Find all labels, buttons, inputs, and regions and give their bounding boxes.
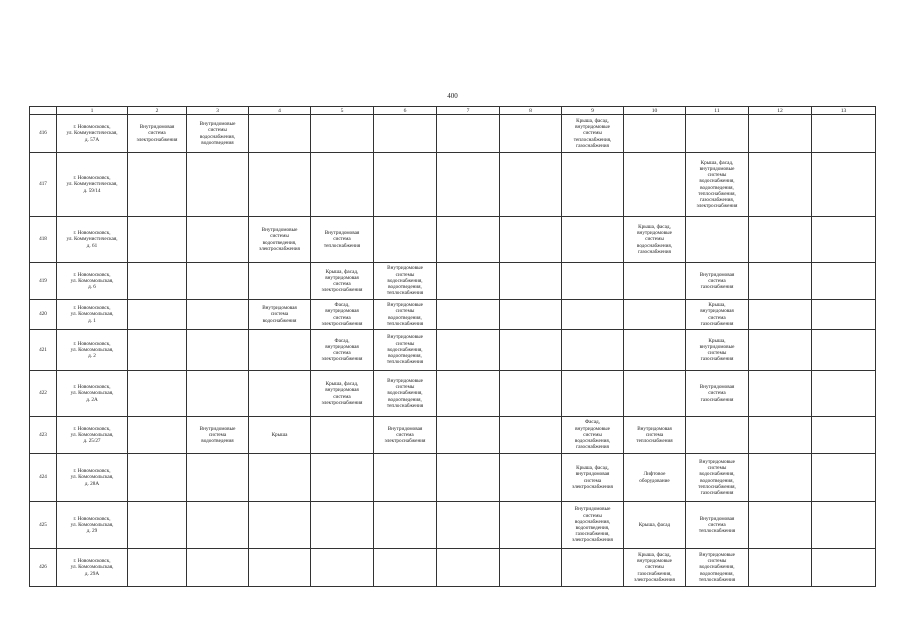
work-cell bbox=[812, 153, 876, 217]
work-cell bbox=[128, 300, 187, 330]
work-cell: Крыша, фасад, внутридомовая система электроснабжения bbox=[311, 371, 374, 417]
work-cell bbox=[311, 502, 374, 549]
work-cell bbox=[562, 549, 624, 587]
work-cell bbox=[187, 330, 249, 371]
work-cell bbox=[624, 371, 686, 417]
column-header: 7 bbox=[437, 107, 500, 115]
work-cell bbox=[437, 454, 500, 502]
work-cell bbox=[187, 217, 249, 263]
row-number: 421 bbox=[30, 330, 57, 371]
work-cell bbox=[437, 371, 500, 417]
work-cell bbox=[500, 502, 562, 549]
work-cell bbox=[686, 115, 749, 153]
work-cell bbox=[187, 502, 249, 549]
work-cell: Фасад, внутридомовые системы водоснабжения, газоснабжения bbox=[562, 417, 624, 454]
work-cell bbox=[749, 549, 812, 587]
work-cell bbox=[500, 153, 562, 217]
work-cell: Внутридомовая система газоснабжения bbox=[686, 263, 749, 300]
column-header bbox=[30, 107, 57, 115]
work-cell: Внутридомовая система теплоснабжения bbox=[311, 217, 374, 263]
table-row bbox=[30, 263, 876, 300]
column-header: 12 bbox=[749, 107, 812, 115]
work-cell bbox=[624, 153, 686, 217]
work-cell bbox=[500, 454, 562, 502]
work-cell bbox=[812, 330, 876, 371]
column-header: 5 bbox=[311, 107, 374, 115]
work-cell: Крыша, фасад, внутридомовая система электроснабжения bbox=[311, 263, 374, 300]
work-cell bbox=[311, 454, 374, 502]
work-cell bbox=[624, 263, 686, 300]
work-cell bbox=[128, 454, 187, 502]
work-cell bbox=[562, 217, 624, 263]
work-cell bbox=[749, 330, 812, 371]
row-number: 416 bbox=[30, 115, 57, 153]
work-cell bbox=[437, 330, 500, 371]
table-body bbox=[30, 115, 876, 587]
table-row bbox=[30, 502, 876, 549]
work-cell bbox=[749, 502, 812, 549]
work-cell bbox=[437, 300, 500, 330]
address-cell: г. Новомосковск, ул. Коммунистическая, д. 57А bbox=[57, 115, 128, 153]
column-header: 9 bbox=[562, 107, 624, 115]
table-row bbox=[30, 549, 876, 587]
work-cell bbox=[812, 300, 876, 330]
row-number: 424 bbox=[30, 454, 57, 502]
repair-schedule-table bbox=[29, 106, 876, 587]
work-cell: Внутридомовые системы водоснабжения, водоотведения, теплоснабжения bbox=[686, 549, 749, 587]
work-cell: Внутридомовые системы водоснабжения, водоотведения bbox=[187, 115, 249, 153]
work-cell bbox=[812, 549, 876, 587]
work-cell bbox=[500, 417, 562, 454]
work-cell: Фасад, внутридомовая система электроснабжения bbox=[311, 300, 374, 330]
work-cell bbox=[500, 371, 562, 417]
work-cell: Внутридомовые системы водоснабжения, водоотведения, теплоснабжения bbox=[374, 263, 437, 300]
address-cell: г. Новомосковск, ул. Комсомольская, д. 25/27 bbox=[57, 417, 128, 454]
column-header: 8 bbox=[500, 107, 562, 115]
work-cell bbox=[749, 153, 812, 217]
row-number: 422 bbox=[30, 371, 57, 417]
column-header: 10 bbox=[624, 107, 686, 115]
address-cell: г. Новомосковск, ул. Комсомольская, д. 28А bbox=[57, 454, 128, 502]
work-cell: Внутридомовые системы водоснабжения, водоотведения, теплоснабжения, газоснабжения bbox=[686, 454, 749, 502]
work-cell bbox=[500, 263, 562, 300]
work-cell bbox=[128, 330, 187, 371]
work-cell bbox=[749, 371, 812, 417]
work-cell bbox=[187, 263, 249, 300]
table-row bbox=[30, 330, 876, 371]
page-number: 400 bbox=[447, 92, 458, 100]
work-cell bbox=[311, 153, 374, 217]
work-cell bbox=[374, 502, 437, 549]
work-cell: Лифтовое оборудование bbox=[624, 454, 686, 502]
work-cell bbox=[500, 115, 562, 153]
address-cell: г. Новомосковск, ул. Комсомольская, д. 29А bbox=[57, 549, 128, 587]
column-header: 13 bbox=[812, 107, 876, 115]
table-row bbox=[30, 217, 876, 263]
work-cell bbox=[311, 115, 374, 153]
work-cell bbox=[812, 454, 876, 502]
table-row bbox=[30, 153, 876, 217]
work-cell: Крыша bbox=[249, 417, 311, 454]
work-cell: Крыша, фасад, внутридомовые системы водоснабжения, водоотведения, теплоснабжения, газоснабжения, электроснабжения bbox=[686, 153, 749, 217]
work-cell bbox=[500, 217, 562, 263]
work-cell bbox=[812, 217, 876, 263]
column-header: 4 bbox=[249, 107, 311, 115]
work-cell bbox=[249, 153, 311, 217]
work-cell bbox=[562, 371, 624, 417]
work-cell bbox=[374, 454, 437, 502]
work-cell: Крыша, фасад, внутридомовые системы водоснабжения, газоснабжения bbox=[624, 217, 686, 263]
work-cell bbox=[624, 115, 686, 153]
table-row bbox=[30, 371, 876, 417]
work-cell bbox=[812, 502, 876, 549]
work-cell bbox=[562, 263, 624, 300]
work-cell: Внутридомовая система газоснабжения bbox=[686, 371, 749, 417]
work-cell bbox=[562, 153, 624, 217]
work-cell bbox=[562, 300, 624, 330]
work-cell bbox=[624, 300, 686, 330]
table-row bbox=[30, 454, 876, 502]
work-cell bbox=[128, 417, 187, 454]
work-cell: Внутридомовые системы водоснабжения, водоотведения, теплоснабжения bbox=[374, 330, 437, 371]
work-cell bbox=[749, 300, 812, 330]
table-row bbox=[30, 115, 876, 153]
work-cell bbox=[311, 549, 374, 587]
address-cell: г. Новомосковск, ул. Коммунистическая, д. 59/14 bbox=[57, 153, 128, 217]
header-row bbox=[30, 107, 876, 115]
work-cell: Фасад, внутридомовая система электроснабжения bbox=[311, 330, 374, 371]
work-cell bbox=[686, 417, 749, 454]
work-cell bbox=[249, 549, 311, 587]
work-cell bbox=[374, 549, 437, 587]
work-cell: Внутридомовые системы водоснабжения, водоотведения, теплоснабжения bbox=[374, 371, 437, 417]
work-cell bbox=[249, 330, 311, 371]
work-cell bbox=[624, 330, 686, 371]
work-cell bbox=[749, 417, 812, 454]
work-cell bbox=[500, 330, 562, 371]
column-header: 11 bbox=[686, 107, 749, 115]
work-cell: Крыша, внутридомовые системы газоснабжения bbox=[686, 330, 749, 371]
column-header: 3 bbox=[187, 107, 249, 115]
work-cell: Крыша, фасад, внутридомовая система электроснабжения bbox=[562, 454, 624, 502]
work-cell: Внутридомовые системы водоотведения, теплоснабжения bbox=[374, 300, 437, 330]
table-row bbox=[30, 417, 876, 454]
column-header: 2 bbox=[128, 107, 187, 115]
address-cell: г. Новомосковск, ул. Комсомольская, д. 6 bbox=[57, 263, 128, 300]
table-row bbox=[30, 300, 876, 330]
work-cell bbox=[437, 417, 500, 454]
work-cell bbox=[374, 153, 437, 217]
work-cell: Внутридомовая система теплоснабжения bbox=[686, 502, 749, 549]
work-cell bbox=[249, 115, 311, 153]
work-cell: Крыша, фасад bbox=[624, 502, 686, 549]
work-cell bbox=[437, 153, 500, 217]
work-cell bbox=[437, 263, 500, 300]
work-cell bbox=[374, 217, 437, 263]
work-cell bbox=[128, 217, 187, 263]
work-cell bbox=[187, 371, 249, 417]
work-cell bbox=[187, 300, 249, 330]
row-number: 417 bbox=[30, 153, 57, 217]
work-cell bbox=[812, 115, 876, 153]
work-cell bbox=[187, 454, 249, 502]
work-cell: Внутридомовая система электроснабжения bbox=[374, 417, 437, 454]
work-cell bbox=[128, 371, 187, 417]
work-cell bbox=[128, 549, 187, 587]
work-cell bbox=[187, 153, 249, 217]
row-number: 423 bbox=[30, 417, 57, 454]
work-cell bbox=[249, 371, 311, 417]
column-header: 1 bbox=[57, 107, 128, 115]
work-cell: Внутридомовые системы водоснабжения, водоотведения, газоснабжения, электроснабжения bbox=[562, 502, 624, 549]
row-number: 418 bbox=[30, 217, 57, 263]
work-cell: Внутридомовые система водоотведения bbox=[187, 417, 249, 454]
work-cell: Крыша, фасад, внутридомовые системы теплоснабжения, газоснабжения bbox=[562, 115, 624, 153]
work-cell: Внутридомовая система теплоснабжения bbox=[624, 417, 686, 454]
work-cell bbox=[812, 263, 876, 300]
address-cell: г. Новомосковск, ул. Комсомольская, д. 29 bbox=[57, 502, 128, 549]
work-cell bbox=[249, 263, 311, 300]
work-cell bbox=[562, 330, 624, 371]
work-cell bbox=[500, 300, 562, 330]
work-cell bbox=[249, 502, 311, 549]
work-cell: Внутридомовые системы водоотведения, электроснабжения bbox=[249, 217, 311, 263]
work-cell: Крыша, внутридомовая система газоснабжения bbox=[686, 300, 749, 330]
work-cell: Внутридомовая система водоснабжения bbox=[249, 300, 311, 330]
work-cell bbox=[749, 217, 812, 263]
work-cell bbox=[749, 115, 812, 153]
work-cell bbox=[437, 217, 500, 263]
work-cell bbox=[311, 417, 374, 454]
row-number: 425 bbox=[30, 502, 57, 549]
address-cell: г. Новомосковск, ул. Комсомольская, д. 1 bbox=[57, 300, 128, 330]
work-cell bbox=[128, 502, 187, 549]
column-header: 6 bbox=[374, 107, 437, 115]
work-cell bbox=[437, 115, 500, 153]
work-cell bbox=[812, 417, 876, 454]
work-cell bbox=[686, 217, 749, 263]
row-number: 426 bbox=[30, 549, 57, 587]
address-cell: г. Новомосковск, ул. Комсомольская, д. 2 bbox=[57, 330, 128, 371]
work-cell bbox=[128, 153, 187, 217]
row-number: 419 bbox=[30, 263, 57, 300]
work-cell bbox=[249, 454, 311, 502]
work-cell: Внутридомовая система электроснабжения bbox=[128, 115, 187, 153]
work-cell bbox=[749, 454, 812, 502]
work-cell bbox=[437, 502, 500, 549]
address-cell: г. Новомосковск, ул. Комсомольская, д. 2А bbox=[57, 371, 128, 417]
work-cell bbox=[812, 371, 876, 417]
work-cell bbox=[374, 115, 437, 153]
work-cell: Крыша, фасад, внутридомовые системы газоснабжения, электроснабжения bbox=[624, 549, 686, 587]
address-cell: г. Новомосковск, ул. Коммунистическая, д. 61 bbox=[57, 217, 128, 263]
work-cell bbox=[187, 549, 249, 587]
work-cell bbox=[749, 263, 812, 300]
work-cell bbox=[128, 263, 187, 300]
work-cell bbox=[437, 549, 500, 587]
work-cell bbox=[500, 549, 562, 587]
row-number: 420 bbox=[30, 300, 57, 330]
